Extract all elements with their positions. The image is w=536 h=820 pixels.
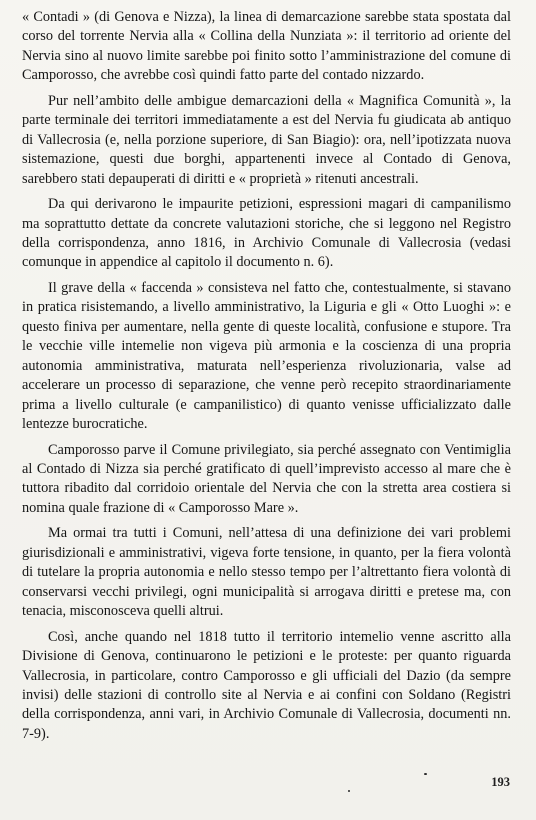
paragraph-1: « Contadi » (di Genova e Nizza), la linea di demarcazione sarebbe stata spostata dal corso del torrente Nervia alla « Collina della Nunziata »: il territorio ad oriente del Nervia sino al nuovo limite sarebbe poi finito sotto l’amministrazione del comune di Camporosso, che avrebbe così quindi fatto parte del contado nizzardo.: [22, 9, 511, 84]
paragraph-6: Ma ormai tra tutti i Comuni, nell’attesa di una definizione dei vari problemi giurisdizionali e amministrativi, vigeva forte tensione, in quanto, per la fiera volontà di tutelare la propria autonomia e nello stesso tempo per l’altrettanto fiera volontà di conservarsi vecchi privilegi, ogni municipalità si arrogava diritti e pretese ma, con tenacia, misconosceva quelli altrui.: [22, 525, 511, 620]
ink-speck: [348, 790, 350, 792]
paragraph-4: Il grave della « faccenda » consisteva nel fatto che, contestualmente, si stavano in pratica risistemando, a livello amministrativo, la Liguria e gli « Otto Luoghi »: e questo finiva per aumentare, nella gente di queste località, confusione e stupore. Tra le vecchie ville intemelie non vigeva più armonia e la coscienza di una propria autonomia amministrativa, maturata nell’esperienza rivoluzionaria, valse ad accelerare un processo di separazione, che venne però recepito straordinariamente prima a livello culturale (e campanilistico) di quanto venisse ufficializzato dalle lentezze burocratiche.: [22, 279, 511, 433]
page-number: 193: [491, 775, 510, 789]
paragraph-7: Così, anche quando nel 1818 tutto il territorio intemelio venne ascritto alla Divisione di Genova, continuarono le petizioni e le proteste: per quanto riguarda Vallecrosia, in particolare, contro Camporosso e gli ufficiali del Dazio (da sempre invisi) delle stazioni di controllo site al Nervia e ai confini con Soldano (Registri della corrispondenza, anni vari, in Archivio Comunale di Vallecrosia, documenti nn. 7-9).: [22, 628, 511, 742]
paragraph-3: Da qui derivarono le impaurite petizioni, espressioni magari di campanilismo ma soprattutto dettate da concrete valutazioni storiche, che si leggono nel Registro della corrispondenza, anno 1816, in Archivio Comunale di Vallecrosia (vedasi comunque in appendice al capitolo il documento n. 6).: [22, 196, 511, 271]
paragraph-2: Pur nell’ambito delle ambigue demarcazioni della « Magnifica Comunità », la parte terminale dei territori immediatamente a est del Nervia fu giudicata ab antiquo di Vallecrosia (e, nella porzione superiore, di San Biagio): ora, nell’ipotizzata nuova sistemazione, questi due borghi, appartenenti invece al Contado di Genova, sarebbero stati depauperati di diritti e « proprietà » ritenuti ancestrali.: [22, 92, 511, 187]
paragraph-5: Camporosso parve il Comune privilegiato, sia perché assegnato con Ventimiglia al Contado di Nizza sia perché gratificato di quell’imprevisto accesso al mare che è tuttora ribadito dal corridoio orientale del Nervia che con la stretta area costiera si nomina quale frazione di « Camporosso Mare ».: [22, 441, 511, 516]
body-text: [22, 8, 511, 744]
ink-speck: [424, 773, 427, 775]
